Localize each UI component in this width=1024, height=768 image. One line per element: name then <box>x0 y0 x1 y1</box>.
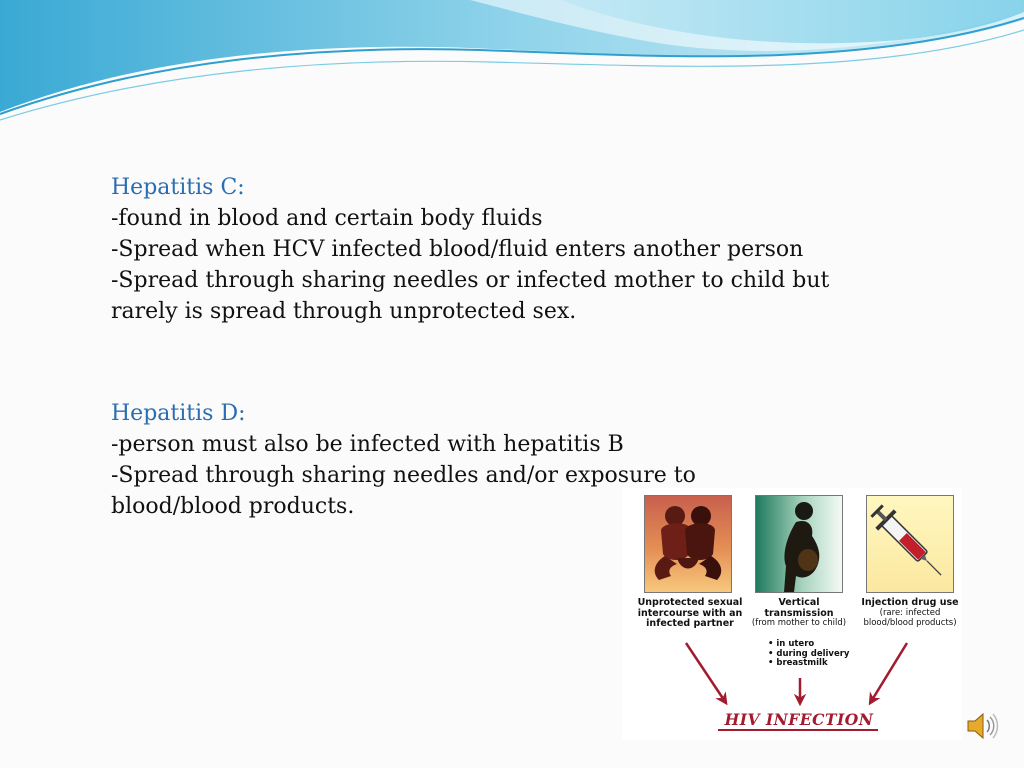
arrow-right <box>872 643 907 700</box>
hiv-transmission-figure <box>622 488 962 740</box>
vertical-transmission-caption: Vertical transmission <box>764 597 834 619</box>
body-line: -Spread through sharing needles or infected mother to child but rarely is spread through unprotected sex. <box>111 268 830 324</box>
hiv-infection-label: HIV INFECTION <box>724 710 874 729</box>
result-underline <box>718 729 878 731</box>
list-item: • in utero <box>768 639 815 649</box>
body-line: -Spread through sharing needles and/or exposure to blood/blood products. <box>111 463 696 519</box>
section-heading: Hepatitis C: <box>111 175 245 200</box>
drug-use-note: (rare: infected blood/blood products) <box>863 608 957 628</box>
body-line: -found in blood and certain body fluids <box>111 206 543 231</box>
vertical-transmission-note: (from mother to child) <box>751 618 847 628</box>
header-wave-decoration <box>0 0 1024 130</box>
speaker-icon[interactable] <box>964 708 1000 744</box>
list-item: • during delivery <box>768 648 850 659</box>
sexual-transmission-caption: Unprotected sexual intercourse with an infected partner <box>637 597 743 629</box>
drug-use-caption: Injection drug use <box>861 597 959 608</box>
arrow-left <box>686 643 724 700</box>
list-item: • breastmilk <box>768 658 828 668</box>
hepatitis-c-section <box>111 172 841 327</box>
body-line: -Spread when HCV infected blood/fluid enters another person <box>111 237 804 262</box>
hepatitis-d-section <box>111 398 711 522</box>
transmission-arrows <box>622 488 962 740</box>
body-line: -person must also be infected with hepatitis B <box>111 432 624 457</box>
section-heading: Hepatitis D: <box>111 401 246 426</box>
